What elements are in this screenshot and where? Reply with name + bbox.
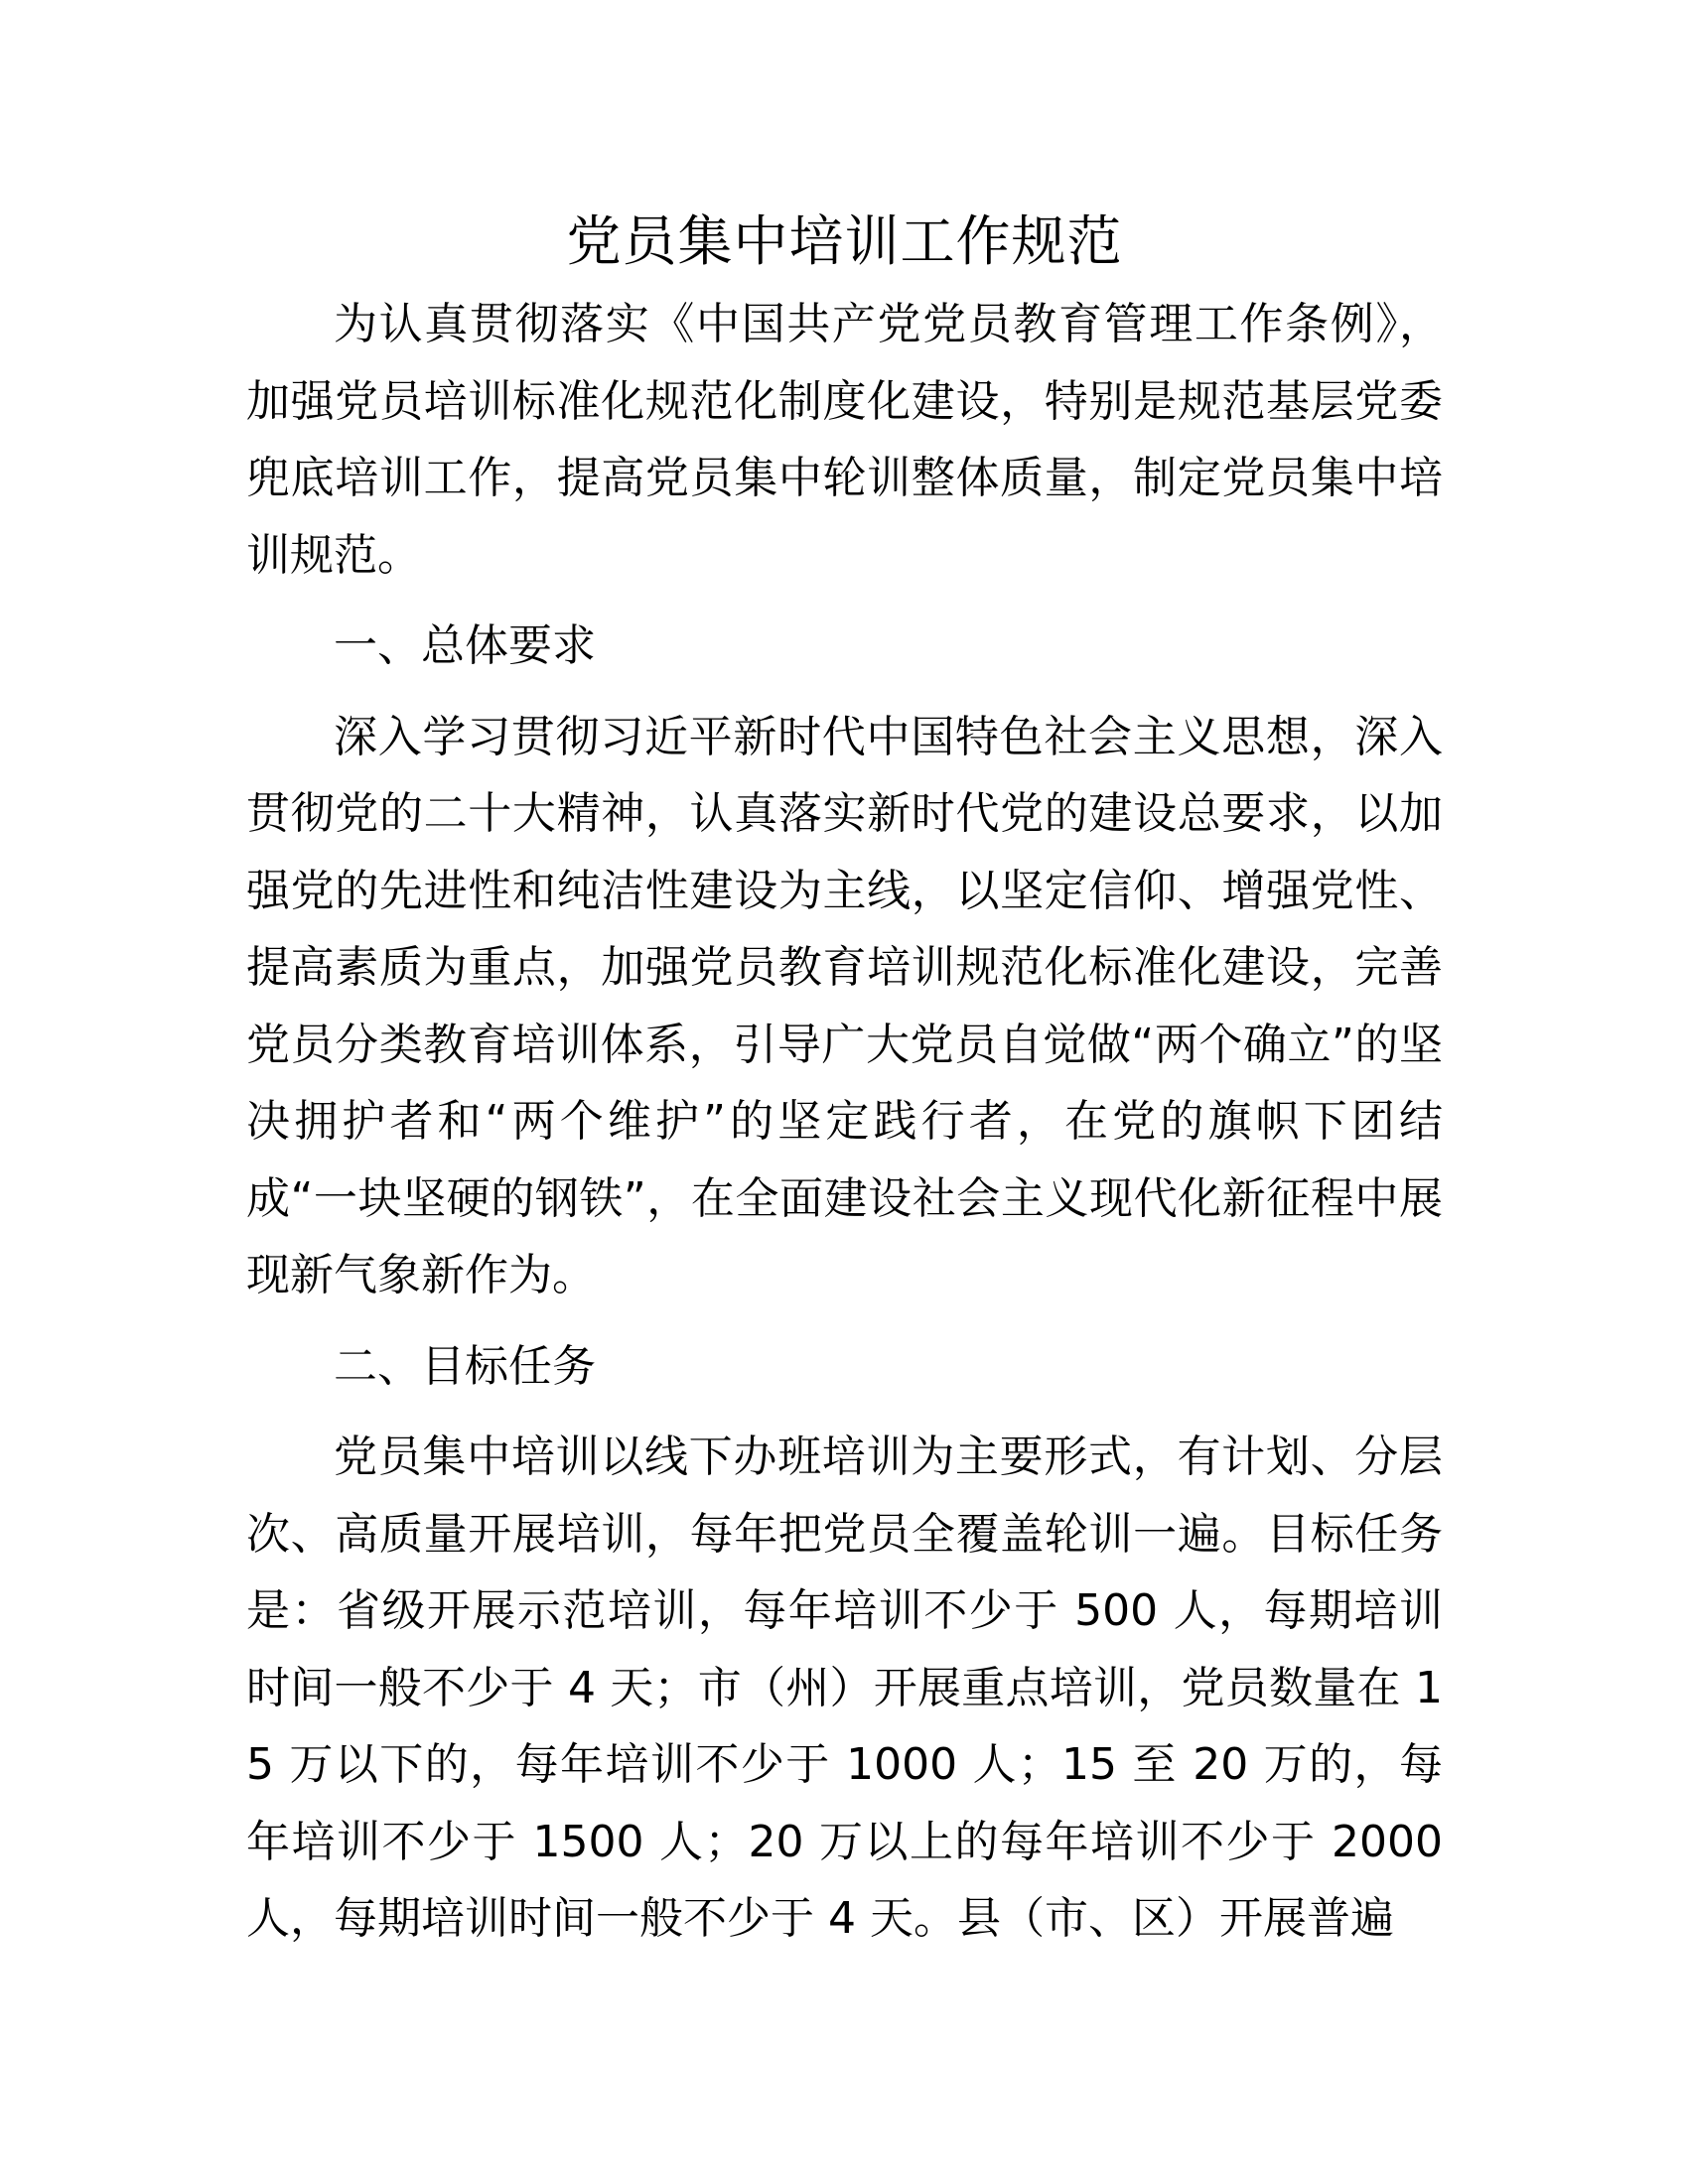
paragraph-spacer (246, 1314, 1443, 1328)
paragraph-spacer (246, 1405, 1443, 1419)
intro-paragraph: 为认真贯彻落实《中国共产党党员教育管理工作条例》，加强党员培训标准化规范化制度化建设，特别是规范基层党委兜底培训工作，提高党员集中轮训整体质量，制定党员集中培训规范。 (246, 299, 1443, 581)
document-content (246, 197, 1443, 1958)
section-heading-general-requirements: 一、总体要求 (334, 620, 596, 671)
section-body-goals-tasks: 党员集中培训以线下办班培训为主要形式，有计划、分层次、高质量开展培训，每年把党员全覆盖轮训一遍。目标任务是：省级开展示范培训，每年培训不少于 500 人，每期培训时间一般不少于 4 天；市（州）开展重点培训，党员数量在 15 万以下的，每年培训不少于 1000 人；15 至 20 万的，每年培训不少于 1500 人；20 万以上的每年培训不少于 2000 人，每期培训时间一般不少于 4 天。县（市、区）开展普遍 (246, 1432, 1443, 1944)
paragraph-spacer (246, 594, 1443, 608)
section-heading-goals-tasks: 二、目标任务 (334, 1340, 596, 1392)
paragraph-spacer (246, 685, 1443, 699)
document-title: 党员集中培训工作规范 (566, 209, 1123, 273)
section-body-general-requirements: 深入学习贯彻习近平新时代中国特色社会主义思想，深入贯彻党的二十大精神，认真落实新时代党的建设总要求，以加强党的先进性和纯洁性建设为主线，以坚定信仰、增强党性、提高素质为重点，加强党员教育培训规范化标准化建设，完善党员分类教育培训体系，引导广大党员自觉做“两个确立”的坚决拥护者和“两个维护”的坚定践行者，在党的旗帜下团结成“一块坚硬的钢铁”，在全面建设社会主义现代化新征程中展现新气象新作为。 (246, 711, 1443, 1300)
